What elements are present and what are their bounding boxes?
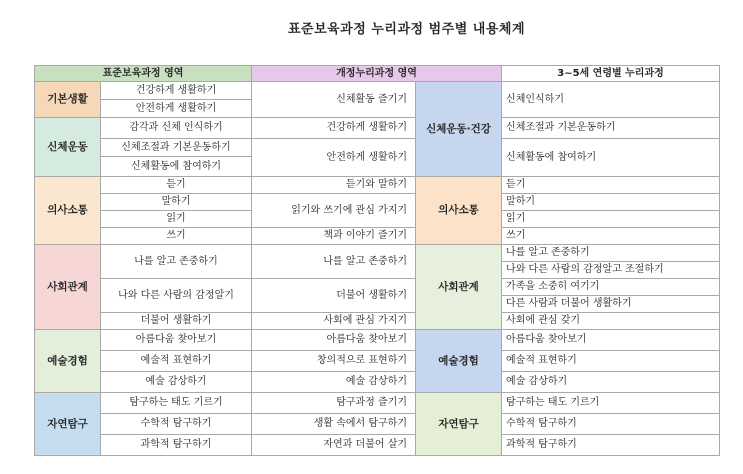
table-row xyxy=(35,351,720,372)
rev-item: 더불어 생활하기 xyxy=(252,279,416,313)
std-domain-comm: 의사소통 xyxy=(35,177,101,245)
std-item: 예술적 표현하기 xyxy=(101,351,252,372)
rev-item: 창의적으로 표현하기 xyxy=(252,351,416,372)
age-item: 나와 다른 사람의 감정알고 조절하기 xyxy=(502,262,720,279)
std-domain-phys: 신체운동 xyxy=(35,118,101,177)
rev-item: 탐구과정 즐기기 xyxy=(252,393,416,414)
std-item: 건강하게 생활하기 xyxy=(101,82,252,100)
std-item: 쓰기 xyxy=(101,228,252,245)
std-item: 더불어 생활하기 xyxy=(101,313,252,330)
rev-item: 신체활동 즐기기 xyxy=(252,82,416,118)
age-item: 수학적 탐구하기 xyxy=(502,414,720,435)
std-item: 과학적 탐구하기 xyxy=(101,435,252,456)
std-item: 신체조절과 기본운동하기 xyxy=(101,139,252,157)
std-domain-art: 예술경험 xyxy=(35,330,101,393)
table-row xyxy=(35,330,720,351)
std-item: 수학적 탐구하기 xyxy=(101,414,252,435)
header-standard: 표준보육과정 영역 xyxy=(35,66,252,82)
age-item: 예술적 표현하기 xyxy=(502,351,720,372)
table-row xyxy=(35,414,720,435)
page-title: 표준보육과정 누리과정 범주별 내용체계 xyxy=(287,22,526,37)
rev-domain-phys: 신체운동·건강 xyxy=(416,82,502,177)
age-item: 사회에 관심 갖기 xyxy=(502,313,720,330)
table-row xyxy=(35,245,720,262)
rev-domain-nat: 자연탐구 xyxy=(416,393,502,456)
table-row xyxy=(35,82,720,100)
rev-item: 건강하게 생활하기 xyxy=(252,118,416,139)
rev-item: 듣기와 말하기 xyxy=(252,177,416,194)
rev-item: 나를 알고 존중하기 xyxy=(252,245,416,279)
rev-item: 사회에 관심 가지기 xyxy=(252,313,416,330)
age-item: 쓰기 xyxy=(502,228,720,245)
age-item: 예술 감상하기 xyxy=(502,372,720,393)
table-row xyxy=(35,228,720,245)
age-item: 가족을 소중히 여기기 xyxy=(502,279,720,296)
std-item: 말하기 xyxy=(101,194,252,211)
age-item: 나를 알고 존중하기 xyxy=(502,245,720,262)
std-domain-soc: 사회관계 xyxy=(35,245,101,330)
rev-item: 아름다움 찾아보기 xyxy=(252,330,416,351)
std-item: 신체활동에 참여하기 xyxy=(101,157,252,177)
age-item: 탐구하는 태도 기르기 xyxy=(502,393,720,414)
rev-item: 읽기와 쓰기에 관심 가지기 xyxy=(252,194,416,228)
header-row xyxy=(35,66,720,82)
table-row xyxy=(35,139,720,157)
std-item: 나를 알고 존중하기 xyxy=(101,245,252,279)
rev-item: 예술 감상하기 xyxy=(252,372,416,393)
rev-item: 안전하게 생활하기 xyxy=(252,139,416,177)
std-item: 듣기 xyxy=(101,177,252,194)
rev-item: 생활 속에서 탐구하기 xyxy=(252,414,416,435)
std-item: 읽기 xyxy=(101,211,252,228)
table-row xyxy=(35,194,720,211)
age-item: 아름다움 찾아보기 xyxy=(502,330,720,351)
std-item: 안전하게 생활하기 xyxy=(101,100,252,118)
age-item: 신체조절과 기본운동하기 xyxy=(502,118,720,139)
rev-domain-comm: 의사소통 xyxy=(416,177,502,245)
table-row xyxy=(35,372,720,393)
table-row xyxy=(35,313,720,330)
age-item: 말하기 xyxy=(502,194,720,211)
table-row xyxy=(35,279,720,296)
table-row xyxy=(35,393,720,414)
age-item: 과학적 탐구하기 xyxy=(502,435,720,456)
age-item: 신체활동에 참여하기 xyxy=(502,139,720,177)
std-domain-nat: 자연탐구 xyxy=(35,393,101,456)
age-item: 읽기 xyxy=(502,211,720,228)
table-row xyxy=(35,435,720,456)
std-item: 나와 다른 사람의 감정알기 xyxy=(101,279,252,313)
table-row xyxy=(35,118,720,139)
std-item: 예술 감상하기 xyxy=(101,372,252,393)
rev-domain-soc: 사회관계 xyxy=(416,245,502,330)
rev-domain-art: 예술경험 xyxy=(416,330,502,393)
content-table xyxy=(34,65,720,456)
age-item: 다른 사람과 더불어 생활하기 xyxy=(502,296,720,313)
age-item: 신체인식하기 xyxy=(502,82,720,118)
header-revised: 개정누리과정 영역 xyxy=(252,66,502,82)
std-item: 아름다움 찾아보기 xyxy=(101,330,252,351)
std-item: 감각과 신체 인식하기 xyxy=(101,118,252,139)
rev-item: 자연과 더불어 살기 xyxy=(252,435,416,456)
std-item: 탐구하는 태도 기르기 xyxy=(101,393,252,414)
header-age: 3~5세 연령별 누리과정 xyxy=(502,66,720,82)
age-item: 듣기 xyxy=(502,177,720,194)
std-domain-basic: 기본생활 xyxy=(35,82,101,118)
table-row xyxy=(35,177,720,194)
rev-item: 책과 이야기 즐기기 xyxy=(252,228,416,245)
